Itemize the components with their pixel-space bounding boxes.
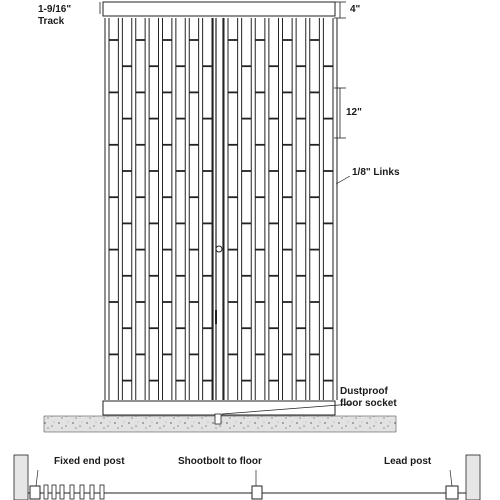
lead-post-label: Lead post xyxy=(384,456,432,467)
socket-label-line2: floor socket xyxy=(340,398,397,409)
shootbolt-label: Shootbolt to floor xyxy=(178,456,262,467)
top-dimension-label: 4" xyxy=(350,4,361,15)
fixed-end-post xyxy=(30,486,40,499)
links-label: 1/8" Links xyxy=(352,167,400,178)
gate-panel xyxy=(105,18,337,400)
lead-wall xyxy=(466,455,480,500)
link-spacing-label: 12" xyxy=(346,107,362,118)
shootbolt-plan xyxy=(252,486,262,499)
folded-links xyxy=(44,485,104,499)
lead-post xyxy=(446,486,458,499)
gate-lock xyxy=(216,246,222,252)
track-size-label: 1-9/16" xyxy=(38,4,72,15)
fixed-wall xyxy=(14,455,28,500)
top-track xyxy=(103,2,335,16)
socket-label-line1: Dustproof xyxy=(340,386,388,397)
fixed-end-post-label: Fixed end post xyxy=(54,456,125,467)
track-label: Track xyxy=(38,16,65,27)
floor-socket xyxy=(215,414,221,424)
